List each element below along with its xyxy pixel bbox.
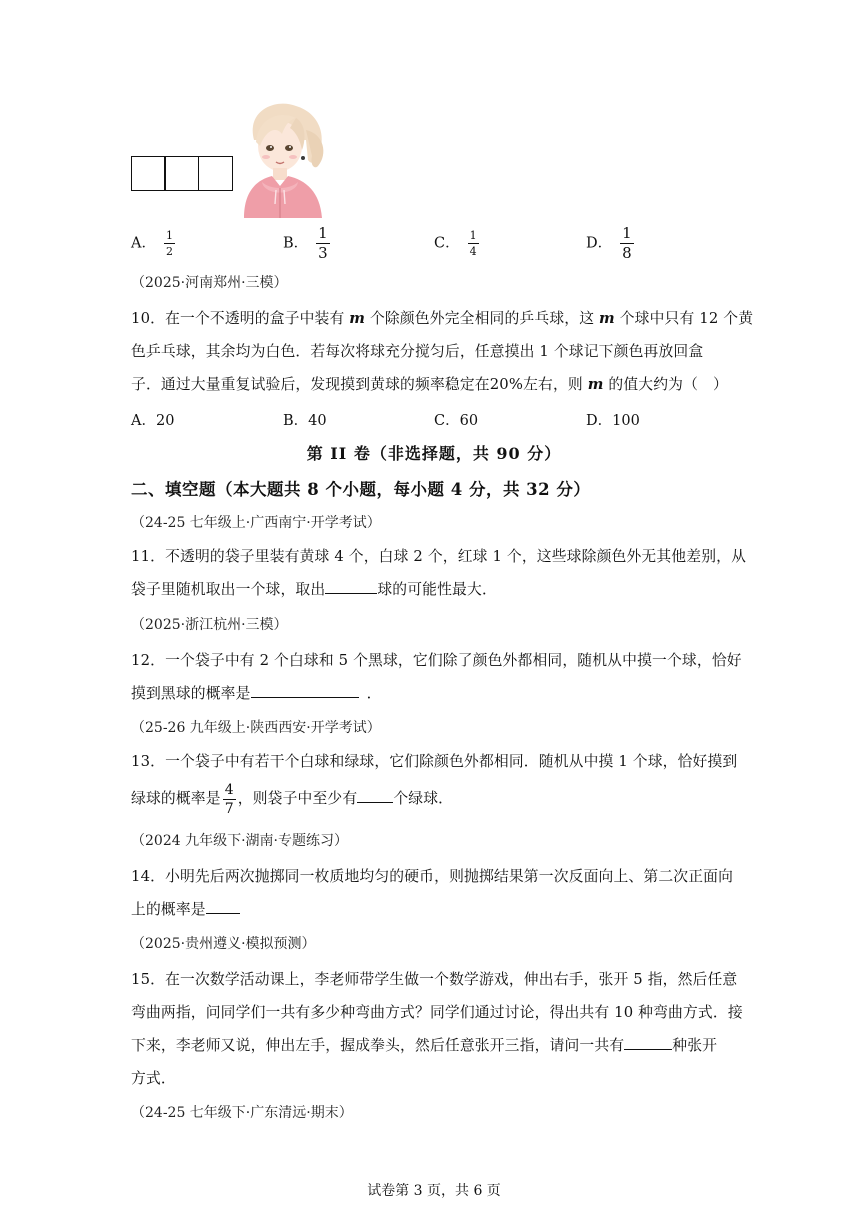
q10-line-3 [131, 368, 741, 401]
text: 摸到黑球的概率是 [131, 685, 251, 702]
text: 10．在一个不透明的盒子中装有 [131, 310, 350, 327]
text: ，则袋子中至少有 [237, 790, 358, 807]
fraction [164, 230, 175, 257]
q14-line-1: 14．小明先后两次抛掷同一枚质地均匀的硬币，则抛掷结果第一次反面向上、第二次正面向 [131, 868, 734, 885]
square-3 [198, 156, 233, 191]
question-15 [131, 963, 741, 1095]
denominator: 8 [622, 244, 632, 262]
denominator: 2 [165, 245, 173, 258]
numerator: 1 [469, 229, 477, 242]
denominator: 7 [224, 800, 234, 817]
question-10 [131, 302, 754, 401]
question-12 [131, 644, 741, 710]
answer-blank[interactable] [251, 682, 359, 698]
variable-m: m [599, 310, 615, 327]
q11-line-1: 11．不透明的袋子里装有黄球 4 个，白球 2 个，红球 1 个，这些球除颜色外无其他差别，从 [131, 548, 747, 565]
q16-source: （24-25 七年级下·广东清远·期末） [131, 1105, 353, 1121]
variable-m: m [587, 376, 604, 393]
text: 个球中只有 12 个黄 [614, 310, 754, 327]
q14-source: （2024 九年级下·湖南·专题练习） [131, 833, 348, 849]
question-14 [131, 860, 741, 926]
part-2-title: 第 II 卷（非选择题，共 90 分） [306, 444, 562, 463]
q10-option-c: C．60 [434, 413, 479, 429]
fraction [468, 230, 479, 257]
q13-source: （25-26 九年级上·陕西西安·开学考试） [131, 720, 381, 736]
option-letter: A． [131, 235, 156, 252]
numerator: 1 [622, 224, 632, 242]
fraction [620, 226, 634, 261]
text: 子．通过大量重复试验后，发现摸到黄球的频率稳定在20%左右，则 [131, 376, 588, 393]
answer-blank[interactable] [325, 578, 377, 594]
q14-line-2 [131, 893, 741, 926]
page-footer: 试卷第 3 页，共 6 页 [367, 1183, 501, 1199]
answer-blank[interactable] [624, 1034, 672, 1050]
question-11 [131, 540, 747, 606]
numerator: 4 [224, 781, 234, 798]
q10-option-d: D．100 [586, 413, 640, 429]
fraction [316, 226, 330, 261]
numerator: 1 [318, 224, 328, 242]
girl-illustration [236, 100, 332, 218]
text: 袋子里随机取出一个球，取出 [131, 581, 326, 598]
q11-line-2 [131, 573, 741, 606]
text: 下来，李老师又说，伸出左手，握成拳头，然后任意张开三指，请问一共有 [131, 1037, 625, 1054]
text: ． [366, 685, 382, 702]
square-1 [131, 156, 166, 191]
text: 的值大约为（ ） [603, 376, 728, 393]
option-letter: B． [283, 235, 309, 252]
q13-line-2 [131, 782, 741, 816]
text: 上的概率是 [131, 901, 206, 918]
q9-option-a [131, 230, 175, 257]
q10-source: （2025·河南郑州·三模） [131, 275, 288, 291]
q9-option-d [586, 226, 634, 261]
text: 个除颜色外完全相同的乒乓球，这 [365, 310, 600, 327]
q12-line-1: 12．一个袋子中有 2 个白球和 5 个黑球，它们除了颜色外都相同，随机从中摸一个球，恰好 [131, 652, 742, 669]
text: 个绿球． [393, 790, 454, 807]
option-letter: C． [434, 235, 460, 252]
q12-source: （2025·浙江杭州·三模） [131, 617, 288, 633]
q9-option-c [434, 230, 479, 257]
text: 种张开 [672, 1037, 718, 1054]
q10-option-a: A．20 [131, 413, 175, 429]
denominator: 3 [318, 244, 328, 262]
text: 绿球的概率是 [131, 790, 221, 807]
q15-line-4: 方式． [131, 1070, 176, 1087]
question-13 [131, 745, 741, 816]
text: 球的可能性最大． [377, 581, 497, 598]
section-2-title: 二、填空题（本大题共 8 个小题，每小题 4 分，共 32 分） [131, 480, 591, 499]
q13-line-1: 13．一个袋子中有若干个白球和绿球，它们除颜色外都相同．随机从中摸 1 个球，恰好摸到 [131, 753, 738, 770]
q11-source: （24-25 七年级上·广西南宁·开学考试） [131, 515, 381, 531]
answer-blank[interactable] [206, 898, 240, 914]
q15-line-3 [131, 1029, 741, 1062]
q10-line-1 [131, 302, 754, 335]
numerator: 1 [165, 229, 173, 242]
q15-line-2: 弯曲两指，问同学们一共有多少种弯曲方式？同学们通过讨论，得出共有 10 种弯曲方式．接 [131, 1004, 743, 1021]
q10-option-b: B．40 [283, 413, 327, 429]
q12-line-2 [131, 677, 741, 710]
q9-option-b [283, 226, 330, 261]
q10-line-2: 色乒乓球，其余均为白色．若每次将球充分搅匀后，任意摸出 1 个球记下颜色再放回盒 [131, 343, 704, 360]
answer-blank[interactable] [357, 787, 393, 803]
fraction-4-7 [223, 783, 236, 816]
three-squares-figure [131, 156, 233, 191]
q15-line-1: 15．在一次数学活动课上，李老师带学生做一个数学游戏，伸出右手，张开 5 指，然后任意 [131, 971, 738, 988]
option-letter: D． [586, 235, 613, 252]
denominator: 4 [469, 245, 477, 258]
q15-source: （2025·贵州遵义·模拟预测） [131, 936, 316, 952]
variable-m: m [349, 310, 366, 327]
square-2 [164, 156, 199, 191]
